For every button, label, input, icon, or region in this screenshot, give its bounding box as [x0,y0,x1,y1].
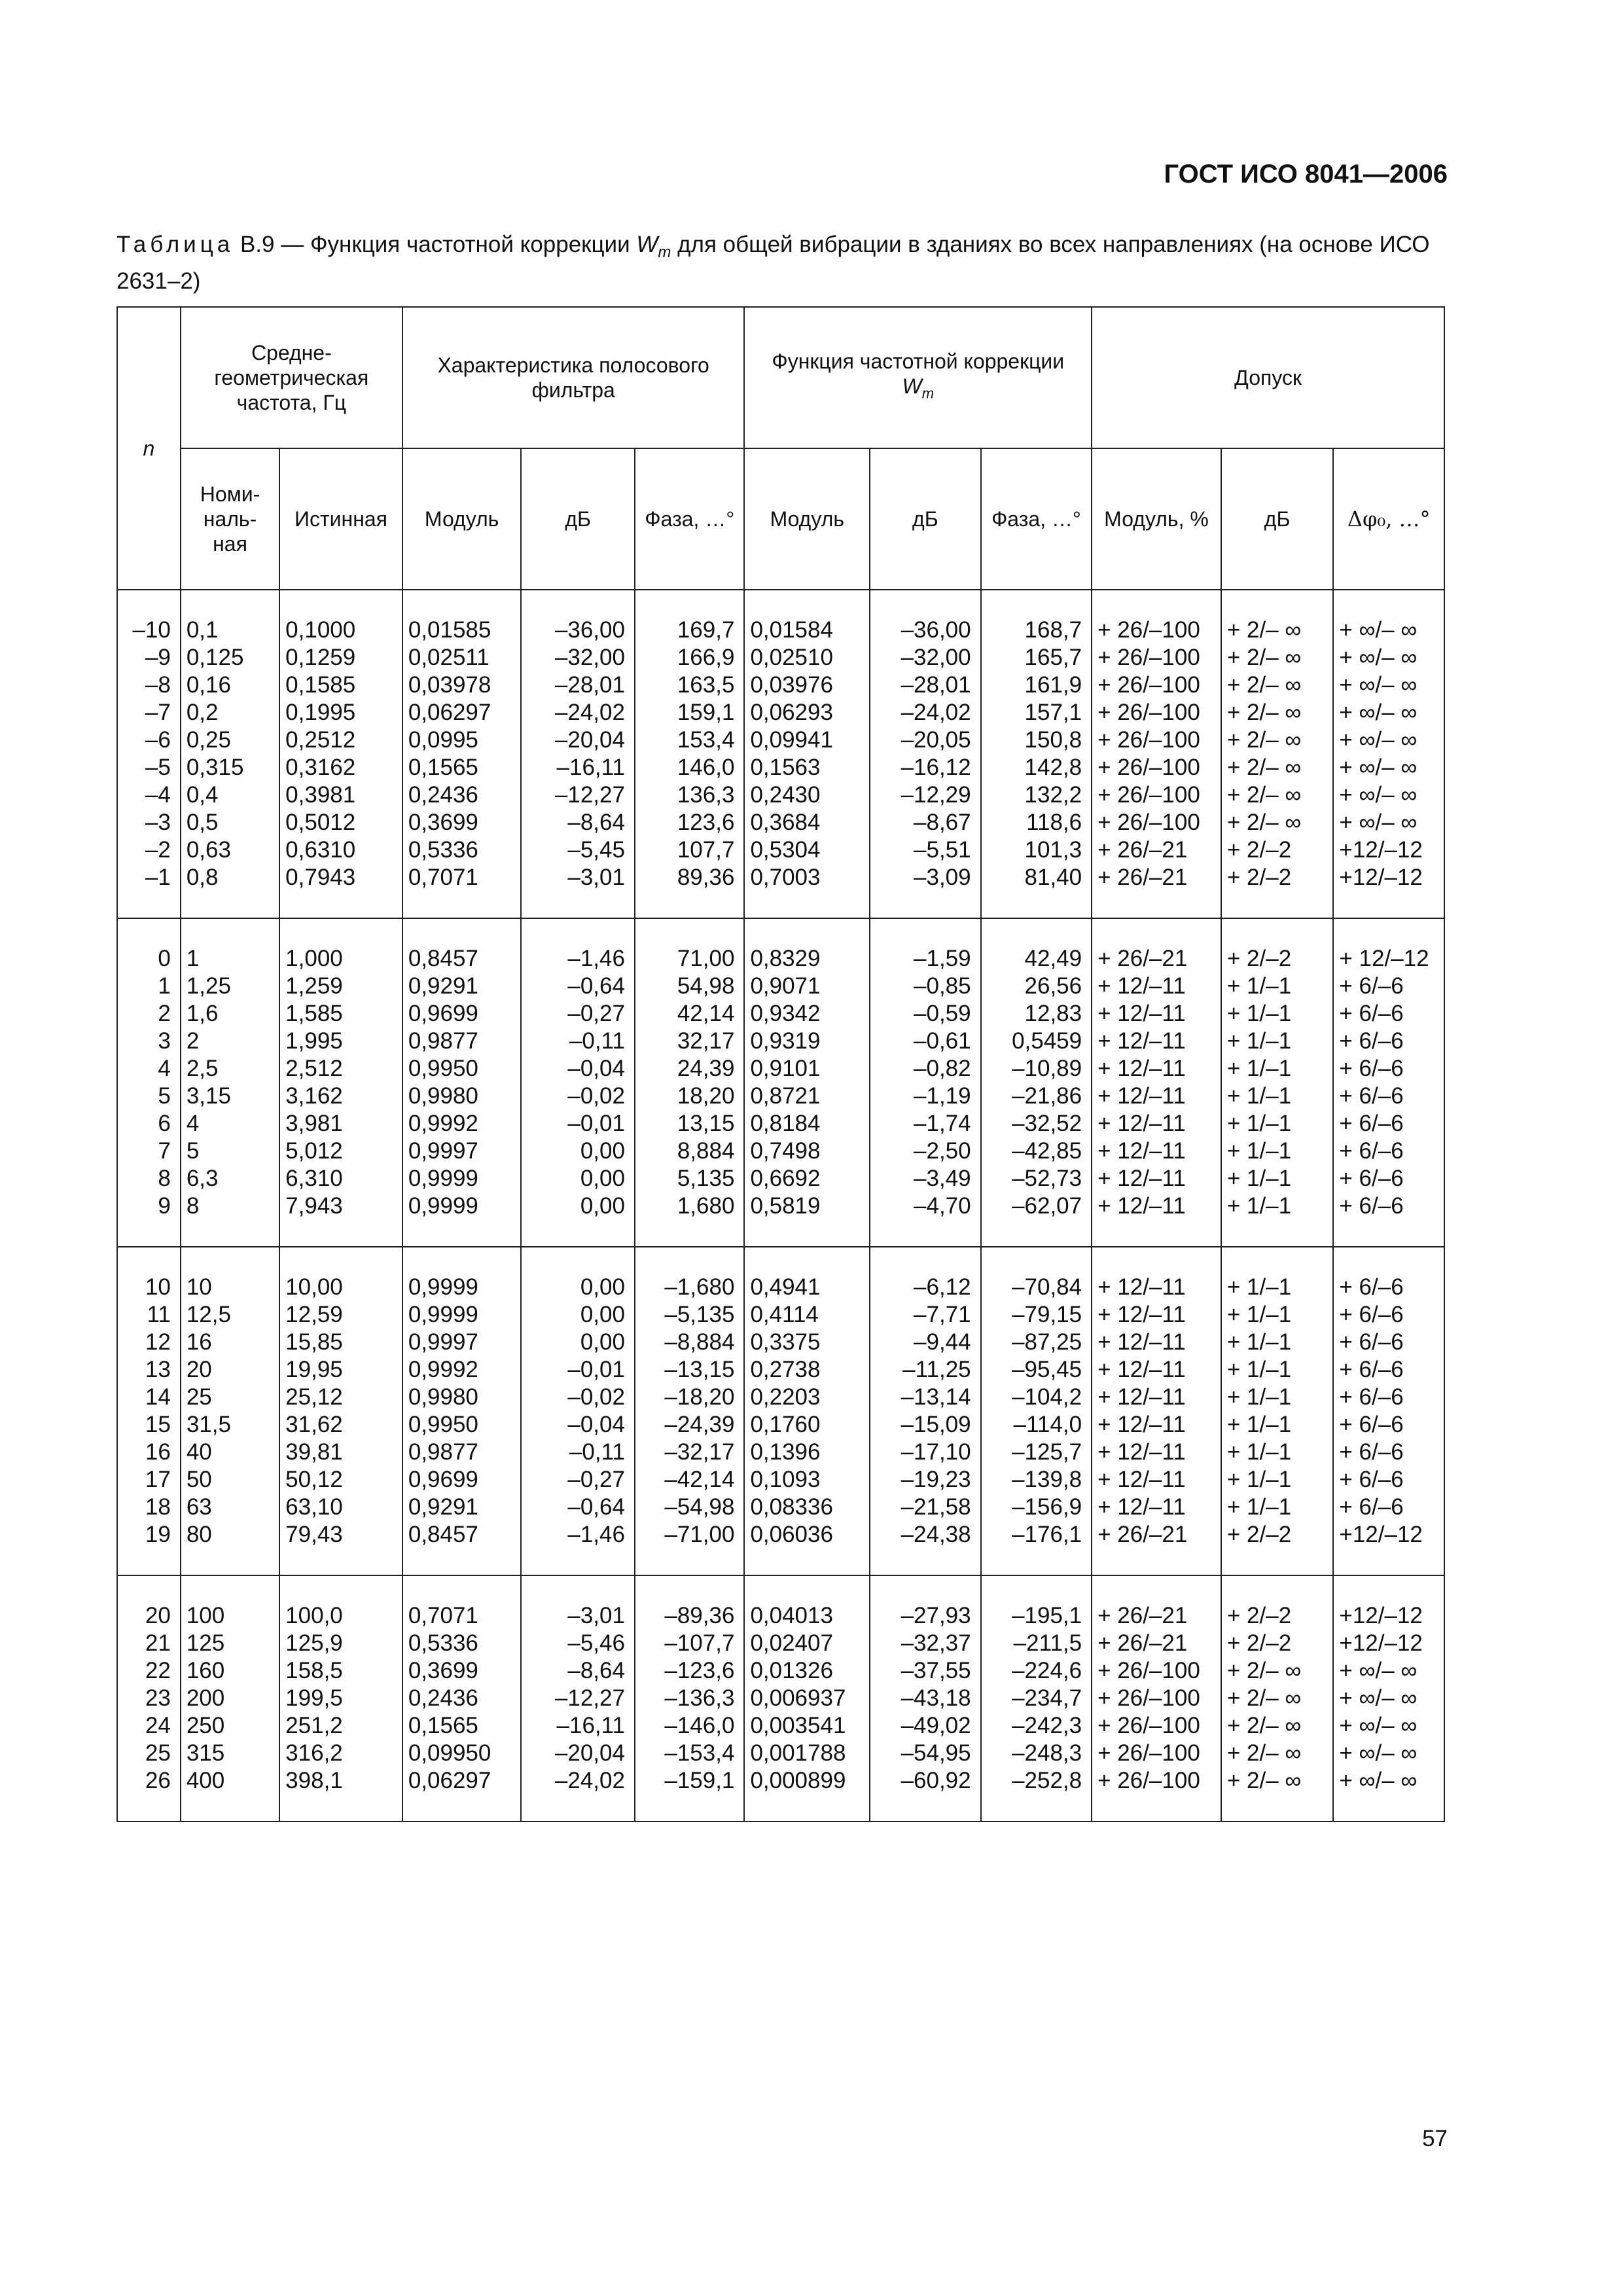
cell-t-phase: + 12/–12 + 6/–6 + 6/–6 + 6/–6 + 6/–6 + 6/–6 + 6/–6 + 6/–6 + 6/–6 + 6/–6 [1333,918,1444,1247]
col-filter-modulus-header: Модуль [402,448,522,590]
col-tolerance-group-header: Допуск [1092,307,1444,448]
cell-nominal: 100 125 160 200 250 315 400 [181,1575,279,1821]
cell-t-phase: + ∞/– ∞ + ∞/– ∞ + ∞/– ∞ + ∞/– ∞ + ∞/– ∞ + ∞/– ∞ + ∞/– ∞ + ∞/– ∞ +12/–12 +12/–12 [1333,590,1444,918]
cell-f-phase: –89,36 –107,7 –123,6 –136,3 –146,0 –153,4 –159,1 [635,1575,744,1821]
col-filter-db-header: дБ [521,448,635,590]
cell-w-phase: 168,7 165,7 161,9 157,1 150,8 142,8 132,2 118,6 101,3 81,40 [981,590,1092,918]
col-tol-db-header: дБ [1221,448,1334,590]
cell-w-phase: 42,49 26,56 12,83 0,5459 –10,89 –21,86 –32,52 –42,85 –52,73 –62,07 [981,918,1092,1247]
cell-n: 10 11 12 13 14 15 16 17 18 19 [117,1247,181,1575]
caption-label: Таблица [116,232,234,257]
col-nominal-header: Номи- наль- ная [181,448,279,590]
weight-group-label: Функция частотной коррекции [772,350,1065,374]
cell-w-db: –6,12 –7,71 –9,44 –11,25 –13,14 –15,09 –17,10 –19,23 –21,58 –24,38 [870,1247,981,1575]
cell-w-db: –27,93 –32,37 –37,55 –43,18 –49,02 –54,95 –60,92 [870,1575,981,1821]
cell-nominal: 0,1 0,125 0,16 0,2 0,25 0,315 0,4 0,5 0,63 0,8 [181,590,279,918]
weight-symbol-subscript: m [921,385,935,402]
cell-f-phase: 71,00 54,98 42,14 32,17 24,39 18,20 13,15 8,884 5,135 1,680 [635,918,744,1247]
cell-t-db: + 2/–2 + 1/–1 + 1/–1 + 1/–1 + 1/–1 + 1/–1 + 1/–1 + 1/–1 + 1/–1 + 1/–1 [1221,918,1334,1247]
cell-nominal: 10 12,5 16 20 25 31,5 40 50 63 80 [181,1247,279,1575]
col-weight-modulus-header: Модуль [744,448,870,590]
cell-t-mod: + 26/–21 + 12/–11 + 12/–11 + 12/–11 + 12/–11 + 12/–11 + 12/–11 + 12/–11 + 12/–11 + 12/–11 [1092,918,1221,1247]
cell-f-phase: 169,7 166,9 163,5 159,1 153,4 146,0 136,3 123,6 107,7 89,36 [635,590,744,918]
cell-t-mod: + 26/–100 + 26/–100 + 26/–100 + 26/–100 + 26/–100 + 26/–100 + 26/–100 + 26/–100 + 26/–21 + 26/–21 [1092,590,1221,918]
cell-w-mod: 0,01584 0,02510 0,03976 0,06293 0,09941 0,1563 0,2430 0,3684 0,5304 0,7003 [744,590,870,918]
cell-n: 0 1 2 3 4 5 6 7 8 9 [117,918,181,1247]
col-n-header: n [117,307,181,590]
cell-t-mod: + 12/–11 + 12/–11 + 12/–11 + 12/–11 + 12/–11 + 12/–11 + 12/–11 + 12/–11 + 12/–11 + 26/–21 [1092,1247,1221,1575]
cell-n: 20 21 22 23 24 25 26 [117,1575,181,1821]
cell-f-mod: 0,01585 0,02511 0,03978 0,06297 0,0995 0,1565 0,2436 0,3699 0,5336 0,7071 [402,590,522,918]
weight-symbol: W [902,374,922,399]
cell-t-db: + 1/–1 + 1/–1 + 1/–1 + 1/–1 + 1/–1 + 1/–1 + 1/–1 + 1/–1 + 1/–1 + 2/–2 [1221,1247,1334,1575]
cell-f-db: –36,00 –32,00 –28,01 –24,02 –20,04 –16,11 –12,27 –8,64 –5,45 –3,01 [521,590,635,918]
col-exact-header: Истинная [279,448,402,590]
cell-f-mod: 0,8457 0,9291 0,9699 0,9877 0,9950 0,9980 0,9992 0,9997 0,9999 0,9999 [402,918,522,1247]
table-row-group [117,590,1444,918]
cell-t-db: + 2/–2 + 2/–2 + 2/– ∞ + 2/– ∞ + 2/– ∞ + 2/– ∞ + 2/– ∞ [1221,1575,1334,1821]
col-weight-group-header [744,307,1092,448]
cell-exact: 100,0 125,9 158,5 199,5 251,2 316,2 398,1 [279,1575,402,1821]
cell-w-mod: 0,04013 0,02407 0,01326 0,006937 0,003541 0,001788 0,000899 [744,1575,870,1821]
col-weight-phase-header: Фаза, …° [981,448,1092,590]
caption-symbol: W [636,232,658,257]
cell-n: –10 –9 –8 –7 –6 –5 –4 –3 –2 –1 [117,590,181,918]
cell-f-mod: 0,9999 0,9999 0,9997 0,9992 0,9980 0,9950 0,9877 0,9699 0,9291 0,8457 [402,1247,522,1575]
cell-exact: 10,00 12,59 15,85 19,95 25,12 31,62 39,81 50,12 63,10 79,43 [279,1247,402,1575]
cell-f-db: –3,01 –5,46 –8,64 –12,27 –16,11 –20,04 –24,02 [521,1575,635,1821]
table-row-group [117,918,1444,1247]
page-number: 57 [1422,2126,1448,2151]
cell-f-phase: –1,680 –5,135 –8,884 –13,15 –18,20 –24,39 –32,17 –42,14 –54,98 –71,00 [635,1247,744,1575]
cell-f-db: –1,46 –0,64 –0,27 –0,11 –0,04 –0,02 –0,01 0,00 0,00 0,00 [521,918,635,1247]
table-row-group [117,1575,1444,1821]
cell-w-phase: –195,1 –211,5 –224,6 –234,7 –242,3 –248,3 –252,8 [981,1575,1092,1821]
col-filter-phase-header: Фаза, …° [635,448,744,590]
cell-nominal: 1 1,25 1,6 2 2,5 3,15 4 5 6,3 8 [181,918,279,1247]
cell-t-phase: + 6/–6 + 6/–6 + 6/–6 + 6/–6 + 6/–6 + 6/–6 + 6/–6 + 6/–6 + 6/–6 +12/–12 [1333,1247,1444,1575]
cell-t-mod: + 26/–21 + 26/–21 + 26/–100 + 26/–100 + 26/–100 + 26/–100 + 26/–100 [1092,1575,1221,1821]
col-tol-phase-header: Δφ₀, …° [1333,448,1444,590]
caption-text-suffix: для общей вибрации в зданиях во всех направлениях (на основе ИСО 2631–2) [116,232,1430,294]
cell-exact: 1,000 1,259 1,585 1,995 2,512 3,162 3,981 5,012 6,310 7,943 [279,918,402,1247]
col-weight-db-header: дБ [870,448,981,590]
cell-exact: 0,1000 0,1259 0,1585 0,1995 0,2512 0,3162 0,3981 0,5012 0,6310 0,7943 [279,590,402,918]
weighting-function-table [116,306,1445,1822]
cell-w-db: –36,00 –32,00 –28,01 –24,02 –20,05 –16,12 –12,29 –8,67 –5,51 –3,09 [870,590,981,918]
cell-t-phase: +12/–12 +12/–12 + ∞/– ∞ + ∞/– ∞ + ∞/– ∞ + ∞/– ∞ + ∞/– ∞ [1333,1575,1444,1821]
cell-w-mod: 0,4941 0,4114 0,3375 0,2738 0,2203 0,1760 0,1396 0,1093 0,08336 0,06036 [744,1247,870,1575]
cell-t-db: + 2/– ∞ + 2/– ∞ + 2/– ∞ + 2/– ∞ + 2/– ∞ + 2/– ∞ + 2/– ∞ + 2/– ∞ + 2/–2 + 2/–2 [1221,590,1334,918]
cell-f-mod: 0,7071 0,5336 0,3699 0,2436 0,1565 0,09950 0,06297 [402,1575,522,1821]
document-id-header: ГОСТ ИСО 8041—2006 [1164,160,1448,188]
col-filter-group-header: Характеристика полосового фильтра [402,307,745,448]
table-caption [116,230,1445,296]
table-row-group [117,1247,1444,1575]
col-tol-modulus-header: Модуль, % [1092,448,1221,590]
caption-symbol-subscript: m [658,243,671,261]
cell-w-mod: 0,8329 0,9071 0,9342 0,9319 0,9101 0,8721 0,8184 0,7498 0,6692 0,5819 [744,918,870,1247]
caption-text-prefix: В.9 — Функция частотной коррекции [234,232,637,257]
col-freq-group-header: Средне- геометрическая частота, Гц [181,307,402,448]
cell-w-db: –1,59 –0,85 –0,59 –0,61 –0,82 –1,19 –1,74 –2,50 –3,49 –4,70 [870,918,981,1247]
cell-f-db: 0,00 0,00 0,00 –0,01 –0,02 –0,04 –0,11 –0,27 –0,64 –1,46 [521,1247,635,1575]
cell-w-phase: –70,84 –79,15 –87,25 –95,45 –104,2 –114,0 –125,7 –139,8 –156,9 –176,1 [981,1247,1092,1575]
